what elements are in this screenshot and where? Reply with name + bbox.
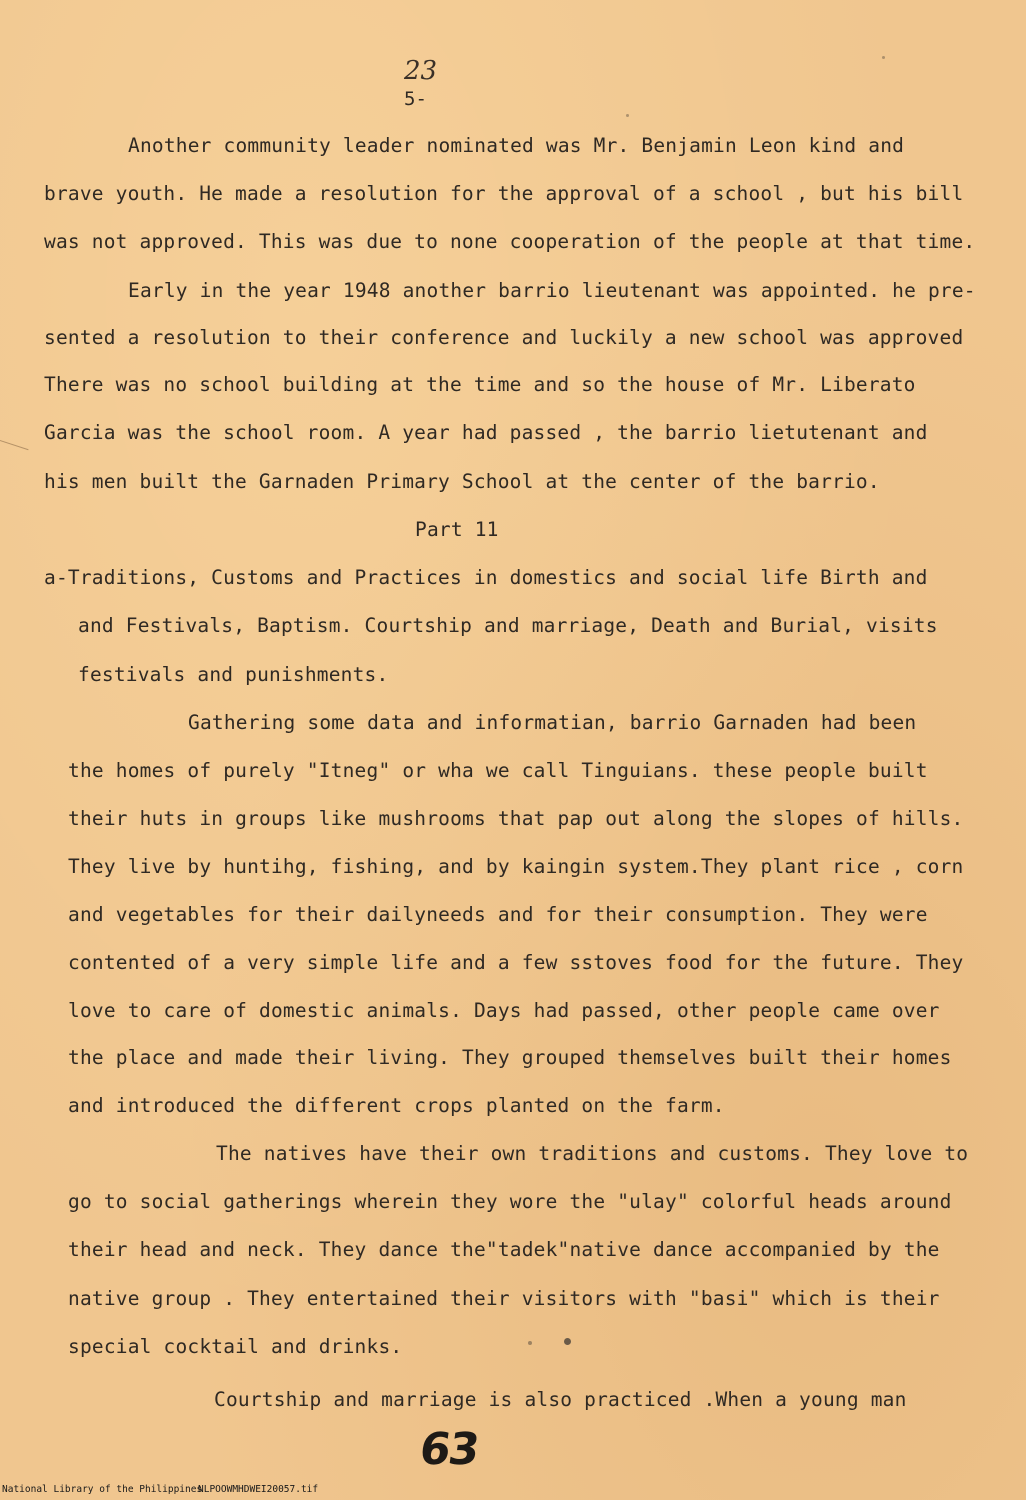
body-line: and introduced the different crops planted on the farm. — [68, 1094, 725, 1117]
body-line: There was no school building at the time and so the house of Mr. Liberato — [44, 373, 916, 396]
paper-crease — [0, 440, 29, 507]
ink-speck — [528, 1341, 532, 1345]
body-line: contented of a very simple life and a few sstoves food for the future. They — [68, 951, 964, 974]
body-line: a-Traditions, Customs and Practices in domestics and social life Birth and — [44, 566, 928, 589]
body-line: love to care of domestic animals. Days had passed, other people came over — [68, 999, 940, 1022]
body-line: the place and made their living. They grouped themselves built their homes — [68, 1046, 952, 1069]
body-line: special cocktail and drinks. — [68, 1335, 403, 1358]
body-line: their head and neck. They dance the"tadek"native dance accompanied by the — [68, 1238, 940, 1261]
footer-library: National Library of the Philippines — [2, 1484, 203, 1495]
body-line: Early in the year 1948 another barrio lieutenant was appointed. he pre- — [128, 279, 976, 302]
handwritten-page-number: 23 — [404, 56, 438, 86]
section-heading: Part 11 — [415, 518, 499, 541]
body-line: was not approved. This was due to none cooperation of the people at that time. — [44, 230, 976, 253]
body-line: his men built the Garnaden Primary School at the center of the barrio. — [44, 470, 880, 493]
body-line: sented a resolution to their conference and luckily a new school was approved — [44, 326, 964, 349]
body-line: They live by huntihg, fishing, and by kaingin system.They plant rice , corn — [68, 855, 964, 878]
body-line: Garcia was the school room. A year had passed , the barrio lietutenant and — [44, 421, 928, 444]
body-line: go to social gatherings wherein they wore the "ulay" colorful heads around — [68, 1190, 952, 1213]
body-line: native group . They entertained their visitors with "basi" which is their — [68, 1287, 940, 1310]
body-line: their huts in groups like mushrooms that pap out along the slopes of hills. — [68, 807, 964, 830]
ink-speck — [626, 114, 629, 117]
body-line: Courtship and marriage is also practiced .When a young man — [214, 1388, 907, 1411]
body-line: the homes of purely "Itneg" or wha we call Tinguians. these people built — [68, 759, 928, 782]
body-line: Another community leader nominated was Mr. Benjamin Leon kind and — [128, 134, 905, 157]
ink-speck — [882, 56, 885, 59]
stamped-page-number: 63 — [416, 1424, 481, 1475]
body-line: and vegetables for their dailyneeds and for their consumption. They were — [68, 903, 928, 926]
body-line: Gathering some data and informatian, barrio Garnaden had been — [188, 711, 917, 734]
body-line: and Festivals, Baptism. Courtship and marriage, Death and Burial, visits — [78, 614, 938, 637]
typed-page-number: 5- — [404, 88, 427, 110]
scan-footer — [0, 1480, 1026, 1500]
ink-speck — [564, 1338, 571, 1345]
footer-file-id: NLPOOWMHDWEI20057.tif — [198, 1484, 319, 1495]
body-line: festivals and punishments. — [78, 663, 389, 686]
body-line: brave youth. He made a resolution for the approval of a school , but his bill — [44, 182, 964, 205]
body-line: The natives have their own traditions and customs. They love to — [216, 1142, 969, 1165]
